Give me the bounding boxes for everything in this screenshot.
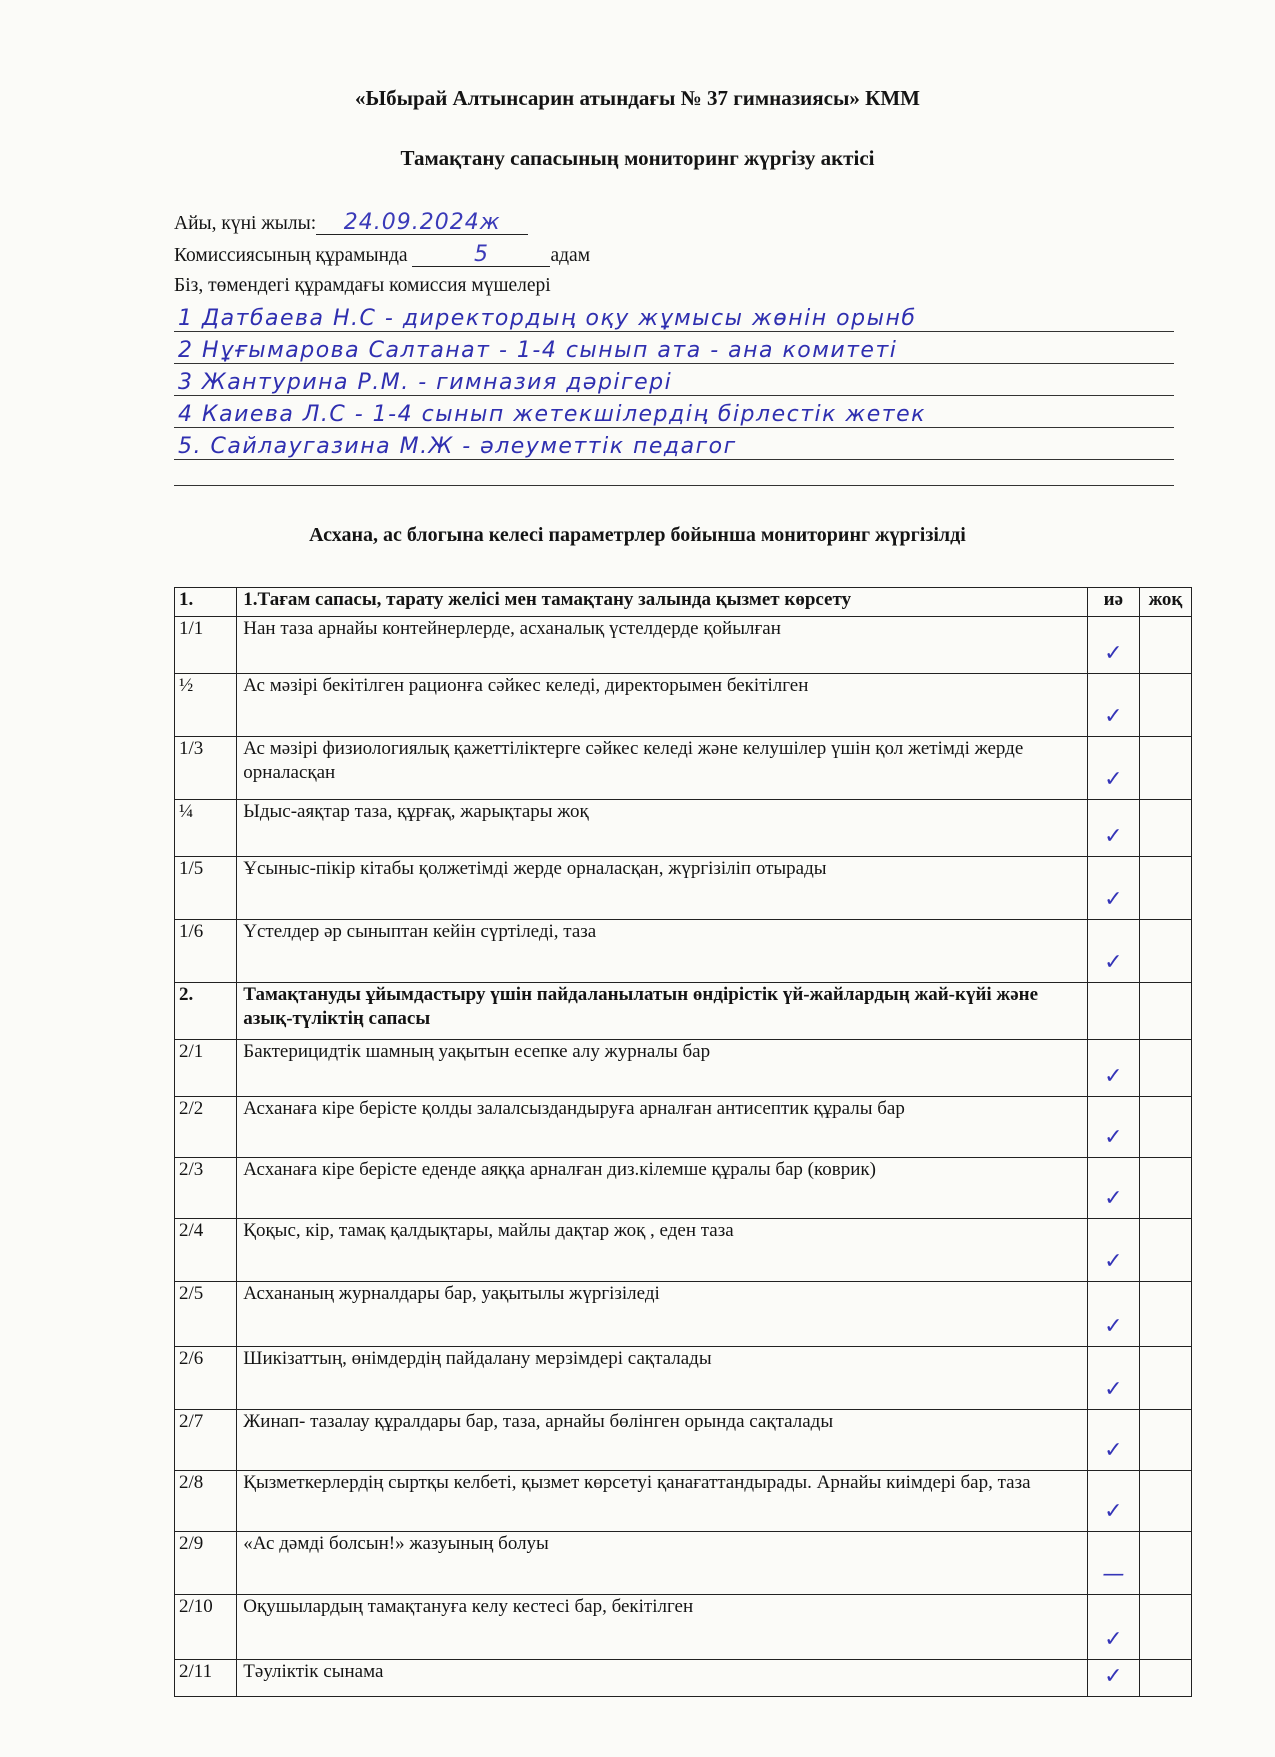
commission-line bbox=[174, 244, 590, 267]
row-no-mark bbox=[1139, 920, 1191, 983]
row-text: Ас мәзірі бекітілген рационға сәйкес келеді, директорымен бекітілген bbox=[237, 674, 1088, 737]
row-yes-mark bbox=[1087, 1040, 1139, 1097]
row-no-mark bbox=[1139, 1471, 1191, 1532]
row-no-mark bbox=[1139, 737, 1191, 800]
row-text: Жинап- тазалау құралдары бар, таза, арнайы бөлінген орында сақталады bbox=[237, 1410, 1088, 1471]
row-yes-mark bbox=[1087, 1595, 1139, 1660]
table-row bbox=[175, 737, 1192, 800]
row-text: Асханаға кіре берісте еденде аяққа арналған диз.кілемше құралы бар (коврик) bbox=[237, 1158, 1088, 1219]
row-text: Тәуліктік сынама bbox=[237, 1660, 1088, 1697]
row-yes-mark bbox=[1087, 857, 1139, 920]
row-number: ¼ bbox=[175, 800, 237, 857]
row-number: 2/4 bbox=[175, 1219, 237, 1282]
table-row bbox=[175, 1282, 1192, 1347]
row-number: 2/2 bbox=[175, 1097, 237, 1158]
date-line bbox=[174, 212, 528, 235]
member-name: 4 Каиева Л.С - 1-4 сынып жетекшілердің бірлестік жетек bbox=[178, 402, 926, 427]
row-no-mark bbox=[1139, 1158, 1191, 1219]
monitoring-table bbox=[174, 587, 1192, 1697]
row-no-mark bbox=[1139, 674, 1191, 737]
check-mark-icon: ✓ bbox=[1104, 641, 1123, 666]
check-mark-icon: ✓ bbox=[1104, 1438, 1123, 1463]
header-yes: иә bbox=[1087, 588, 1139, 617]
row-yes-mark bbox=[1087, 1471, 1139, 1532]
table-row bbox=[175, 983, 1192, 1040]
row-number: 2/9 bbox=[175, 1532, 237, 1595]
members-label: Біз, төмендегі құрамдағы комиссия мүшелері bbox=[174, 275, 551, 296]
member-line bbox=[174, 333, 1174, 364]
table-row bbox=[175, 1347, 1192, 1410]
table-row bbox=[175, 800, 1192, 857]
row-number: 2/11 bbox=[175, 1660, 237, 1697]
row-text: Ас мәзірі физиологиялық қажеттіліктерге сәйкес келеді және келушілер үшін қол жетімді жерде орналасқан bbox=[237, 737, 1088, 800]
check-mark-icon: ✓ bbox=[1104, 704, 1123, 729]
table-row bbox=[175, 617, 1192, 674]
row-no-mark bbox=[1139, 800, 1191, 857]
table-row bbox=[175, 1097, 1192, 1158]
date-value: 24.09.2024ж bbox=[316, 212, 528, 235]
row-number: 1/6 bbox=[175, 920, 237, 983]
check-mark-icon: ✓ bbox=[1104, 1664, 1123, 1689]
member-name: 1 Датбаева Н.С - директордың оқу жұмысы жөнін орынб bbox=[178, 306, 917, 331]
row-text: «Ас дәмді болсын!» жазуының болуы bbox=[237, 1532, 1088, 1595]
row-yes-mark bbox=[1087, 920, 1139, 983]
row-yes-mark bbox=[1087, 1532, 1139, 1595]
table-row bbox=[175, 1040, 1192, 1097]
date-label: Айы, күні жылы: bbox=[174, 213, 317, 234]
row-no-mark bbox=[1139, 1040, 1191, 1097]
row-text: Нан таза арнайы контейнерлерде, асханалық үстелдерде қойылған bbox=[237, 617, 1088, 674]
row-yes-mark bbox=[1087, 1347, 1139, 1410]
row-yes-mark bbox=[1087, 737, 1139, 800]
row-yes-mark bbox=[1087, 617, 1139, 674]
row-number: 2/1 bbox=[175, 1040, 237, 1097]
check-mark-icon: ✓ bbox=[1104, 1249, 1123, 1274]
row-no-mark bbox=[1139, 857, 1191, 920]
table-row bbox=[175, 1410, 1192, 1471]
section-title: Асхана, ас блогына келесі параметрлер бойынша мониторинг жүргізілді bbox=[309, 524, 966, 546]
check-mark-icon: ✓ bbox=[1104, 887, 1123, 912]
table-row bbox=[175, 1595, 1192, 1660]
check-mark-icon: ✓ bbox=[1104, 1064, 1123, 1089]
table-header-row bbox=[175, 588, 1192, 617]
member-line bbox=[174, 397, 1174, 428]
row-text: Үстелдер әр сыныптан кейін сүртіледі, таза bbox=[237, 920, 1088, 983]
table-row bbox=[175, 1471, 1192, 1532]
row-text: Оқушылардың тамақтануға келу кестесі бар, бекітілген bbox=[237, 1595, 1088, 1660]
row-yes-mark bbox=[1087, 983, 1139, 1040]
row-number: 2. bbox=[175, 983, 237, 1040]
blank-line bbox=[174, 455, 1174, 486]
row-no-mark bbox=[1139, 1219, 1191, 1282]
table-row bbox=[175, 674, 1192, 737]
table-row bbox=[175, 920, 1192, 983]
table-row bbox=[175, 1158, 1192, 1219]
row-yes-mark bbox=[1087, 1219, 1139, 1282]
table-row bbox=[175, 857, 1192, 920]
row-text: Шикізаттың, өнімдердің пайдалану мерзімдері сақталады bbox=[237, 1347, 1088, 1410]
table-row bbox=[175, 1532, 1192, 1595]
row-yes-mark bbox=[1087, 800, 1139, 857]
row-no-mark bbox=[1139, 1410, 1191, 1471]
row-number: 2/8 bbox=[175, 1471, 237, 1532]
check-mark-icon: ✓ bbox=[1104, 1125, 1123, 1150]
row-text: Асханаға кіре берісте қолды залалсыздандыруға арналған антисептик құралы бар bbox=[237, 1097, 1088, 1158]
row-number: 2/5 bbox=[175, 1282, 237, 1347]
member-name: 3 Жантурина Р.М. - гимназия дәрігері bbox=[178, 370, 673, 395]
row-no-mark bbox=[1139, 1347, 1191, 1410]
row-yes-mark bbox=[1087, 1097, 1139, 1158]
check-mark-icon: ✓ bbox=[1104, 767, 1123, 792]
row-number: 2/3 bbox=[175, 1158, 237, 1219]
check-mark-icon: ✓ bbox=[1104, 950, 1123, 975]
row-no-mark bbox=[1139, 983, 1191, 1040]
row-number: 1/3 bbox=[175, 737, 237, 800]
row-yes-mark bbox=[1087, 1158, 1139, 1219]
row-no-mark bbox=[1139, 1282, 1191, 1347]
commission-unit: адам bbox=[550, 245, 591, 266]
check-mark-icon: ✓ bbox=[1104, 1186, 1123, 1211]
row-no-mark bbox=[1139, 1532, 1191, 1595]
row-number: ½ bbox=[175, 674, 237, 737]
row-yes-mark bbox=[1087, 1282, 1139, 1347]
row-number: 2/10 bbox=[175, 1595, 237, 1660]
row-yes-mark bbox=[1087, 1660, 1139, 1697]
act-title: Тамақтану сапасының мониторинг жүргізу актісі bbox=[400, 146, 875, 170]
row-text: Ұсыныс-пікір кітабы қолжетімді жерде орналасқан, жүргізіліп отырады bbox=[237, 857, 1088, 920]
header-title: 1.Тағам сапасы, тарату желісі мен тамақтану залында қызмет көрсету bbox=[237, 588, 1088, 617]
check-mark-icon: — bbox=[1102, 1562, 1125, 1587]
row-yes-mark bbox=[1087, 1410, 1139, 1471]
row-text: Ыдыс-аяқтар таза, құрғақ, жарықтары жоқ bbox=[237, 800, 1088, 857]
header-num: 1. bbox=[175, 588, 237, 617]
row-number: 1/5 bbox=[175, 857, 237, 920]
member-line bbox=[174, 301, 1174, 332]
table-row bbox=[175, 1660, 1192, 1697]
member-line bbox=[174, 365, 1174, 396]
row-text: Асхананың журналдары бар, уақытылы жүргізіледі bbox=[237, 1282, 1088, 1347]
row-text: Тамақтануды ұйымдастыру үшін пайдаланылатын өндірістік үй-жайлардың жай-күйі және азық-түліктің сапасы bbox=[237, 983, 1088, 1040]
row-text: Бактерицидтік шамның уақытын есепке алу журналы бар bbox=[237, 1040, 1088, 1097]
row-text: Қызметкерлердің сыртқы келбеті, қызмет көрсетуі қанағаттандырады. Арнайы киімдері бар, таза bbox=[237, 1471, 1088, 1532]
header-no: жоқ bbox=[1139, 588, 1191, 617]
row-number: 2/6 bbox=[175, 1347, 237, 1410]
table-row bbox=[175, 1219, 1192, 1282]
row-yes-mark bbox=[1087, 674, 1139, 737]
row-number: 1/1 bbox=[175, 617, 237, 674]
check-mark-icon: ✓ bbox=[1104, 1314, 1123, 1339]
commission-count: 5 bbox=[412, 244, 550, 267]
row-number: 2/7 bbox=[175, 1410, 237, 1471]
row-no-mark bbox=[1139, 1097, 1191, 1158]
check-mark-icon: ✓ bbox=[1104, 824, 1123, 849]
row-no-mark bbox=[1139, 1595, 1191, 1660]
commission-label: Комиссиясының құрамында bbox=[174, 245, 408, 266]
check-mark-icon: ✓ bbox=[1104, 1377, 1123, 1402]
row-text: Қоқыс, кір, тамақ қалдықтары, майлы дақтар жоқ , еден таза bbox=[237, 1219, 1088, 1282]
check-mark-icon: ✓ bbox=[1104, 1499, 1123, 1524]
row-no-mark bbox=[1139, 617, 1191, 674]
organization-title: «Ыбырай Алтынсарин атындағы № 37 гимназиясы» КММ bbox=[355, 86, 920, 110]
row-no-mark bbox=[1139, 1660, 1191, 1697]
member-name: 2 Нұғымарова Салтанат - 1-4 сынып ата - ана комитеті bbox=[178, 338, 898, 363]
member-name: 5. Сайлаугазина М.Ж - әлеуметтік педагог bbox=[178, 434, 737, 459]
check-mark-icon: ✓ bbox=[1104, 1627, 1123, 1652]
